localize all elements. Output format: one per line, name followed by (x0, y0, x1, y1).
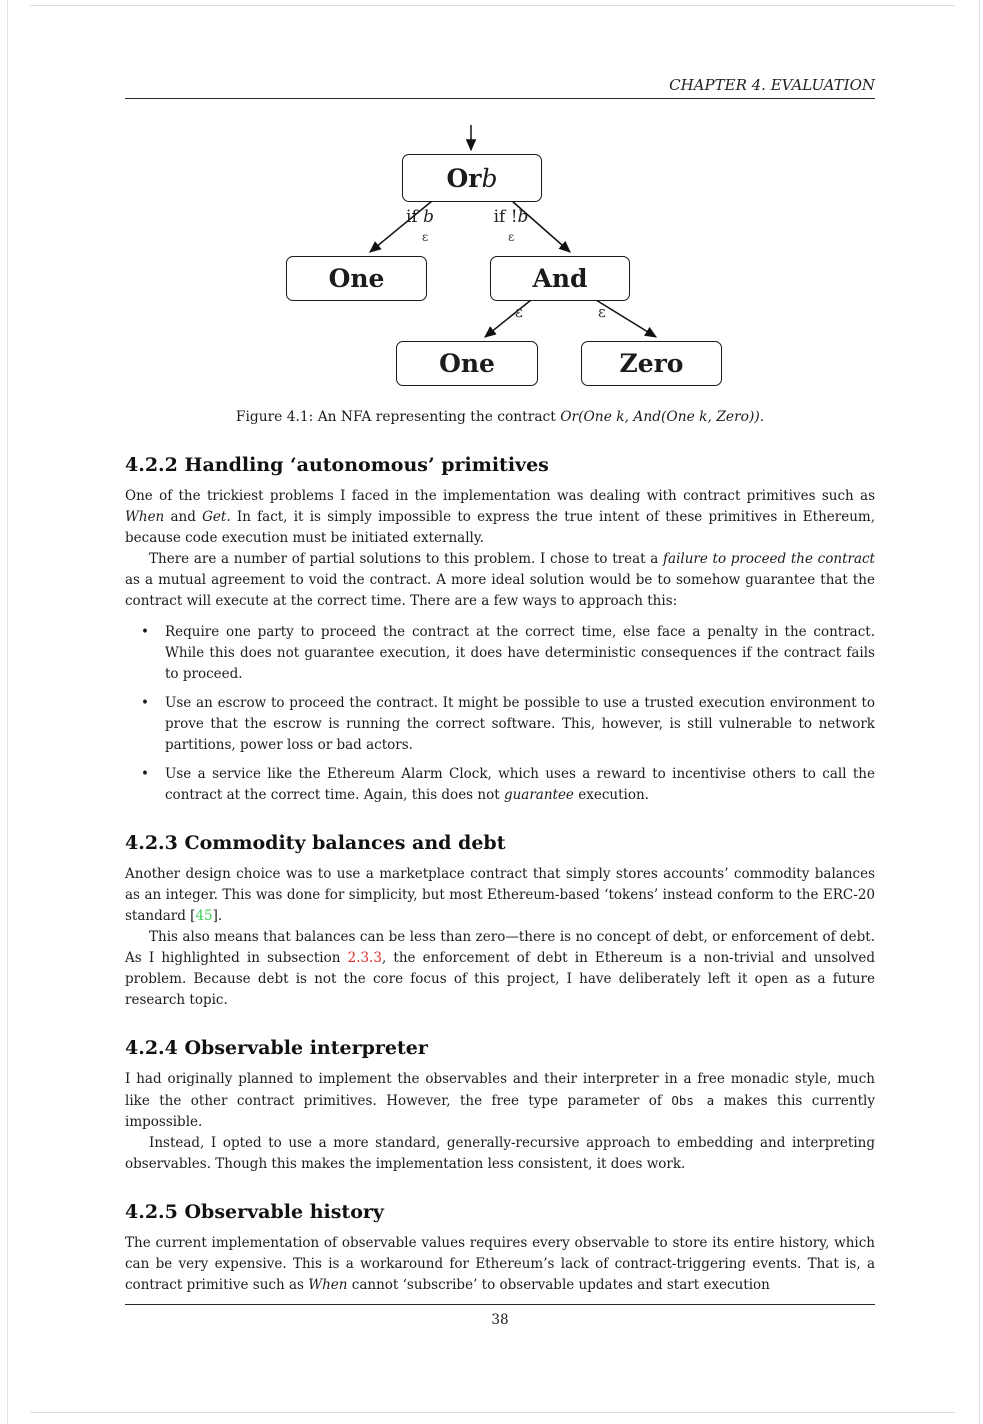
footer-rule (125, 1304, 875, 1305)
section-4-2-3 (125, 830, 875, 1011)
paragraph: There are a number of partial solutions to this problem. I chose to treat a failure to proceed the contract as a mutual agreement to void the contract. A more ideal solution would be to somehow guarantee that the contract will execute at the correct time. There are a few ways to approach this: (125, 551, 875, 609)
bullet-item (125, 693, 875, 756)
bullet-list (125, 622, 875, 806)
paragraph: This also means that balances can be less than zero—there is no concept of debt, or enforcement of debt. As I highlighted in subsection 2.3.3, the enforcement of debt in Ethereum is a non-trivial and unsolved problem. Because debt is not the core focus of this project, I have deliberately left it open as a future research topic. (125, 929, 875, 1008)
section-heading-4-2-2: 4.2.2 Handling ‘autonomous’ primitives (125, 454, 549, 476)
paragraph: The current implementation of observable values requires every observable to store its entire history, which can be very expensive. This is a workaround for Ethereum’s lack of contract-triggering events. That is, a contract primitive such as When cannot ‘subscribe’ to observable updates and start execution (125, 1235, 875, 1293)
state-box-zero: Zero (581, 341, 722, 386)
section-4-2-5 (125, 1199, 875, 1296)
epsilon-label-and-zero: ε (598, 303, 606, 321)
section-4-2-4 (125, 1035, 875, 1175)
bullet-item (125, 622, 875, 685)
edge-label-if-b: if b (405, 207, 435, 227)
header-rule (125, 98, 875, 99)
state-box-or: Or b (402, 154, 542, 202)
edge-and-to-one-arrow (485, 300, 531, 337)
state-box-one-bottom: One (396, 341, 538, 386)
page-footer (125, 1304, 875, 1328)
paragraph: Another design choice was to use a marketplace contract that simply stores accounts’ commodity balances as an integer. This was done for simplicity, but most Ethereum-based ‘tokens’ instead conform to the ERC-20 standard [45]. (125, 866, 875, 924)
bullet-text: Use a service like the Ethereum Alarm Clock, which uses a reward to incentivise others to call the contract at the correct time. Again, this does not guarantee execution. (165, 766, 875, 803)
figure-caption: Figure 4.1: An NFA representing the contract Or(One k, And(One k, Zero)). (235, 409, 765, 425)
bullet-marker: • (141, 624, 149, 640)
bullet-text: Use an escrow to proceed the contract. It might be possible to use a trusted execution environment to prove that the escrow is running the correct software. This, however, is still vulnerable to network partitions, power loss or bad actors. (165, 695, 875, 753)
running-head-chapter-title: CHAPTER 4. EVALUATION (669, 76, 875, 94)
state-box-one-left: One (286, 256, 427, 301)
subsection-ref-2-3-3[interactable]: 2.3.3 (347, 950, 382, 966)
page-number: 38 (491, 1312, 509, 1328)
bullet-item (125, 764, 875, 806)
bullet-marker: • (141, 695, 149, 711)
epsilon-label-or-and: ε (508, 230, 515, 244)
edge-label-if-not-b: if !b (493, 207, 529, 227)
page-edge-bottom (30, 1412, 955, 1413)
page-body (125, 407, 875, 1296)
state-box-and: And (490, 256, 630, 301)
figure-4-1-nfa-diagram (0, 121, 983, 391)
bullet-marker: • (141, 766, 149, 782)
paragraph: One of the trickiest problems I faced in the implementation was dealing with contract primitives such as When and Get. In fact, it is simply impossible to express the true intent of these primitives in Ethereum, because code execution must be initiated externally. (125, 488, 876, 546)
paragraph: Instead, I opted to use a more standard, generally-recursive approach to embedding and interpreting observables. Though this makes the implementation less consistent, it does work. (125, 1135, 875, 1172)
page-header (125, 0, 875, 99)
epsilon-label-and-one: ε (515, 303, 523, 321)
section-heading-4-2-3: 4.2.3 Commodity balances and debt (125, 832, 506, 854)
epsilon-label-or-one: ε (422, 230, 429, 244)
section-4-2-2 (125, 452, 875, 806)
citation-ref-45[interactable]: 45 (195, 908, 213, 924)
section-heading-4-2-4: 4.2.4 Observable interpreter (125, 1037, 428, 1059)
page-edge-top (30, 5, 955, 6)
paragraph: I had originally planned to implement the observables and their interpreter in a free monadic style, much like the other contract primitives. However, the free type parameter of Obs a makes this currently impossible. (125, 1071, 875, 1130)
section-heading-4-2-5: 4.2.5 Observable history (125, 1201, 384, 1223)
bullet-text: Require one party to proceed the contract at the correct time, else face a penalty in the contract. While this does not guarantee execution, it does have deterministic consequences if the contract fails to proceed. (165, 624, 875, 682)
